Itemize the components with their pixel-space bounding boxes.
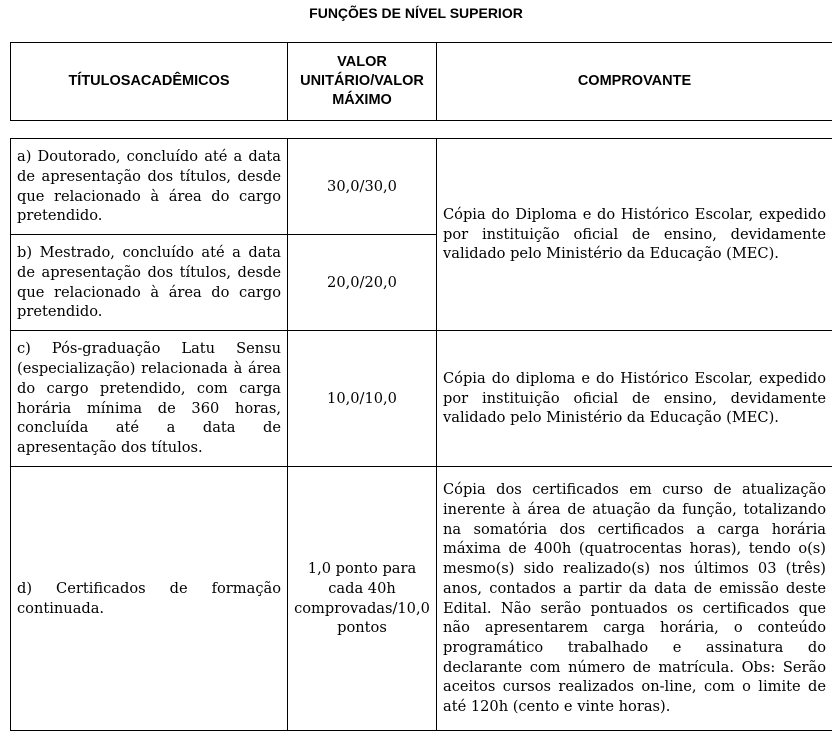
header-titulos: TÍTULOSACADÊMICOS [11,43,288,121]
titles-table [10,138,832,731]
header-valor: VALOR UNITÁRIO/VALOR MÁXIMO [288,43,437,121]
page-title: FUNÇÕES DE NÍVEL SUPERIOR [309,5,523,21]
table-row [11,331,832,467]
table-header [10,42,832,121]
valor-doutorado: 30,0/30,0 [288,139,437,235]
valor-mestrado: 20,0/20,0 [288,235,437,331]
header-comprovante: COMPROVANTE [437,43,832,121]
titulo-certificados: d) Certificados de formação continuada. [11,467,288,731]
titulo-pos-graduacao: c) Pós-graduação Latu Sensu (especialização) relacionada à área do cargo pretendido, com carga horária mínima de 360 horas, concluída até a data de apresentação dos títulos. [11,331,288,467]
comprovante-certificados: Cópia dos certificados em curso de atualização inerente à área de atuação da função, totalizando na somatória dos certificados a carga horária máxima de 400h (quatrocentas horas), tendo o(s) mesmo(s) sido realizado(s) nos últimos 03 (três) anos, contados a partir da data de emissão deste Edital. Não serão pontuados os certificados que não apresentarem carga horária, o conteúdo programático trabalhado e assinatura do declarante com número de matrícula. Obs: Serão aceitos cursos realizados on-line, com o limite de até 120h (cento e vinte horas). [437,467,832,731]
comprovante-pos-graduacao: Cópia do diploma e do Histórico Escolar, expedido por instituição oficial de ensino, devidamente validado pelo Ministério da Educação (MEC). [437,331,832,467]
titulo-mestrado: b) Mestrado, concluído até a data de apresentação dos títulos, desde que relacionado à área do cargo pretendido. [11,235,288,331]
valor-pos-graduacao: 10,0/10,0 [288,331,437,467]
comprovante-doutorado-mestrado: Cópia do Diploma e do Histórico Escolar, expedido por instituição oficial de ensino, devidamente validado pelo Ministério da Educação (MEC). [437,139,832,331]
table-row [11,139,832,235]
table-row [11,467,832,731]
titulo-doutorado: a) Doutorado, concluído até a data de apresentação dos títulos, desde que relacionado à área do cargo pretendido. [11,139,288,235]
valor-certificados: 1,0 ponto para cada 40h comprovadas/10,0 pontos [288,467,437,731]
